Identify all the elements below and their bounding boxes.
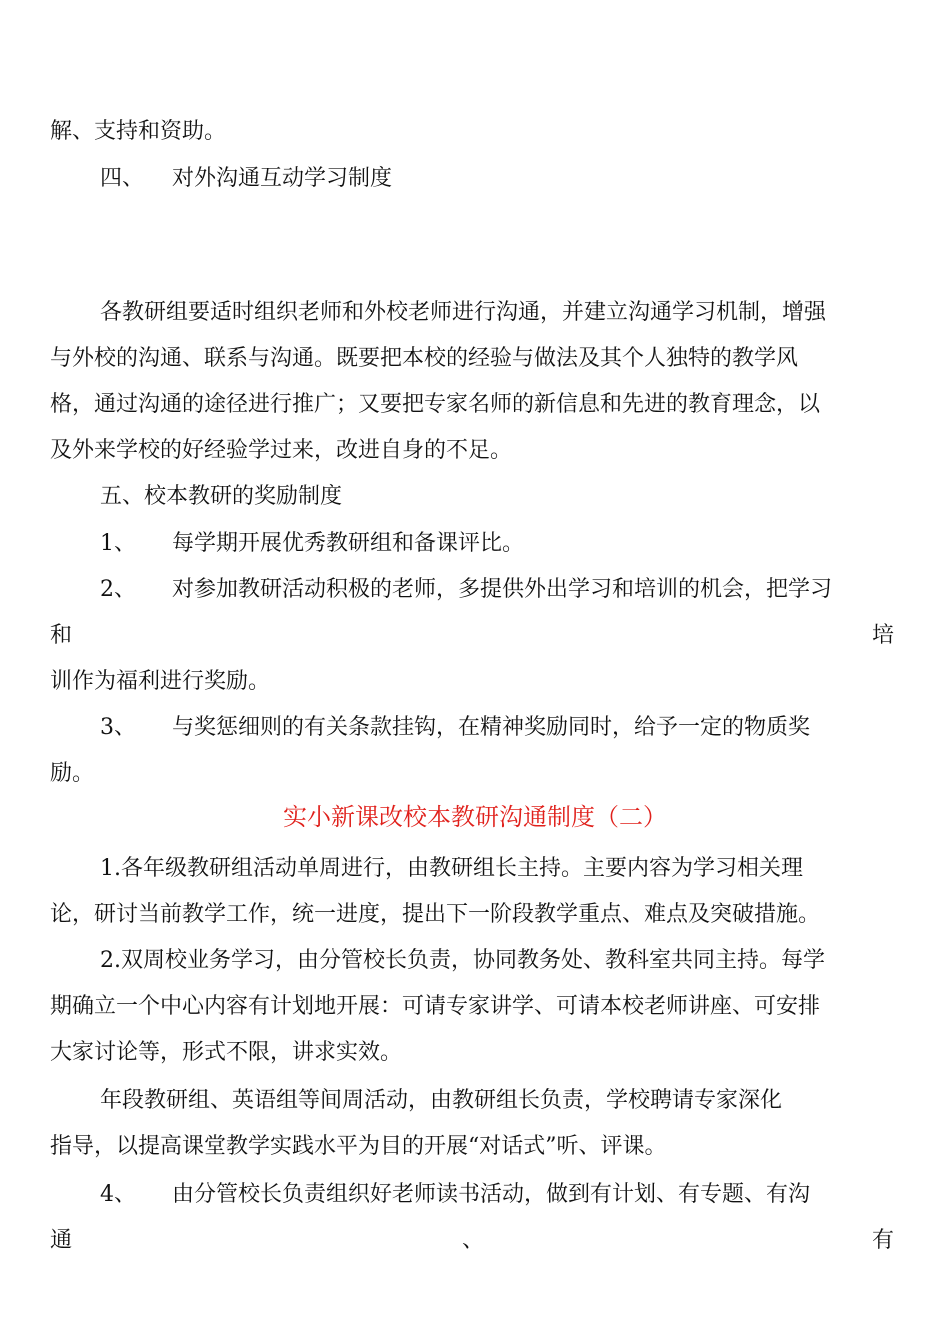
- text-fragment: 、: [462, 1228, 485, 1253]
- list-item-text: 与奖惩细则的有关条款挂钩，在精神奖励同时，给予一定的物质奖: [172, 715, 811, 740]
- text-line: 励。: [50, 761, 95, 786]
- list-item-text: 对参加教研活动积极的老师，多提供外出学习和培训的机会，把学习: [172, 577, 833, 602]
- text-line: 1.各年级教研组活动单周进行，由教研组长主持。主要内容为学习相关理: [100, 856, 803, 881]
- list-item-text: 由分管校长负责组织好老师读书活动，做到有计划、有专题、有沟: [172, 1182, 811, 1207]
- document-title: 实小新课改校本教研沟通制度（二）: [283, 803, 667, 831]
- text-fragment: 有: [872, 1228, 895, 1253]
- heading-number: 四、: [100, 166, 145, 191]
- text-line: 与外校的沟通、联系与沟通。既要把本校的经验与做法及其个人独特的教学风: [50, 346, 799, 371]
- text-line: 训作为福利进行奖励。: [50, 669, 271, 694]
- text-line: 指导，以提高课堂教学实践水平为目的开展“对话式”听、评课。: [50, 1134, 667, 1159]
- text-fragment: 通: [50, 1228, 73, 1253]
- text-fragment: 和: [50, 623, 73, 648]
- section-heading: 对外沟通互动学习制度: [172, 166, 393, 191]
- list-number: 4、: [100, 1182, 136, 1207]
- text-line: 及外来学校的好经验学过来，改进自身的不足。: [50, 438, 513, 463]
- text-line: 格，通过沟通的途径进行推广；又要把专家名师的新信息和先进的教育理念，以: [50, 392, 821, 417]
- text-line: 解、支持和资助。: [50, 119, 227, 144]
- list-number: 3、: [100, 715, 136, 740]
- text-line: 论，研讨当前教学工作，统一进度，提出下一阶段教学重点、难点及突破措施。: [50, 902, 821, 927]
- list-number: 2、: [100, 577, 136, 602]
- text-line: 期确立一个中心内容有计划地开展：可请专家讲学、可请本校老师讲座、可安排: [50, 994, 821, 1019]
- text-line: 各教研组要适时组织老师和外校老师进行沟通，并建立沟通学习机制，增强: [100, 300, 827, 325]
- text-line: 大家讨论等，形式不限，讲求实效。: [50, 1040, 403, 1065]
- list-number: 1、: [100, 531, 136, 556]
- text-fragment: 培: [872, 623, 895, 648]
- text-line: 2.双周校业务学习，由分管校长负责，协同教务处、教科室共同主持。每学: [100, 948, 825, 973]
- list-item-text: 每学期开展优秀教研组和备课评比。: [172, 531, 525, 556]
- section-heading: 五、校本教研的奖励制度: [100, 484, 343, 509]
- text-line: 年段教研组、英语组等间周活动，由教研组长负责，学校聘请专家深化: [100, 1088, 783, 1113]
